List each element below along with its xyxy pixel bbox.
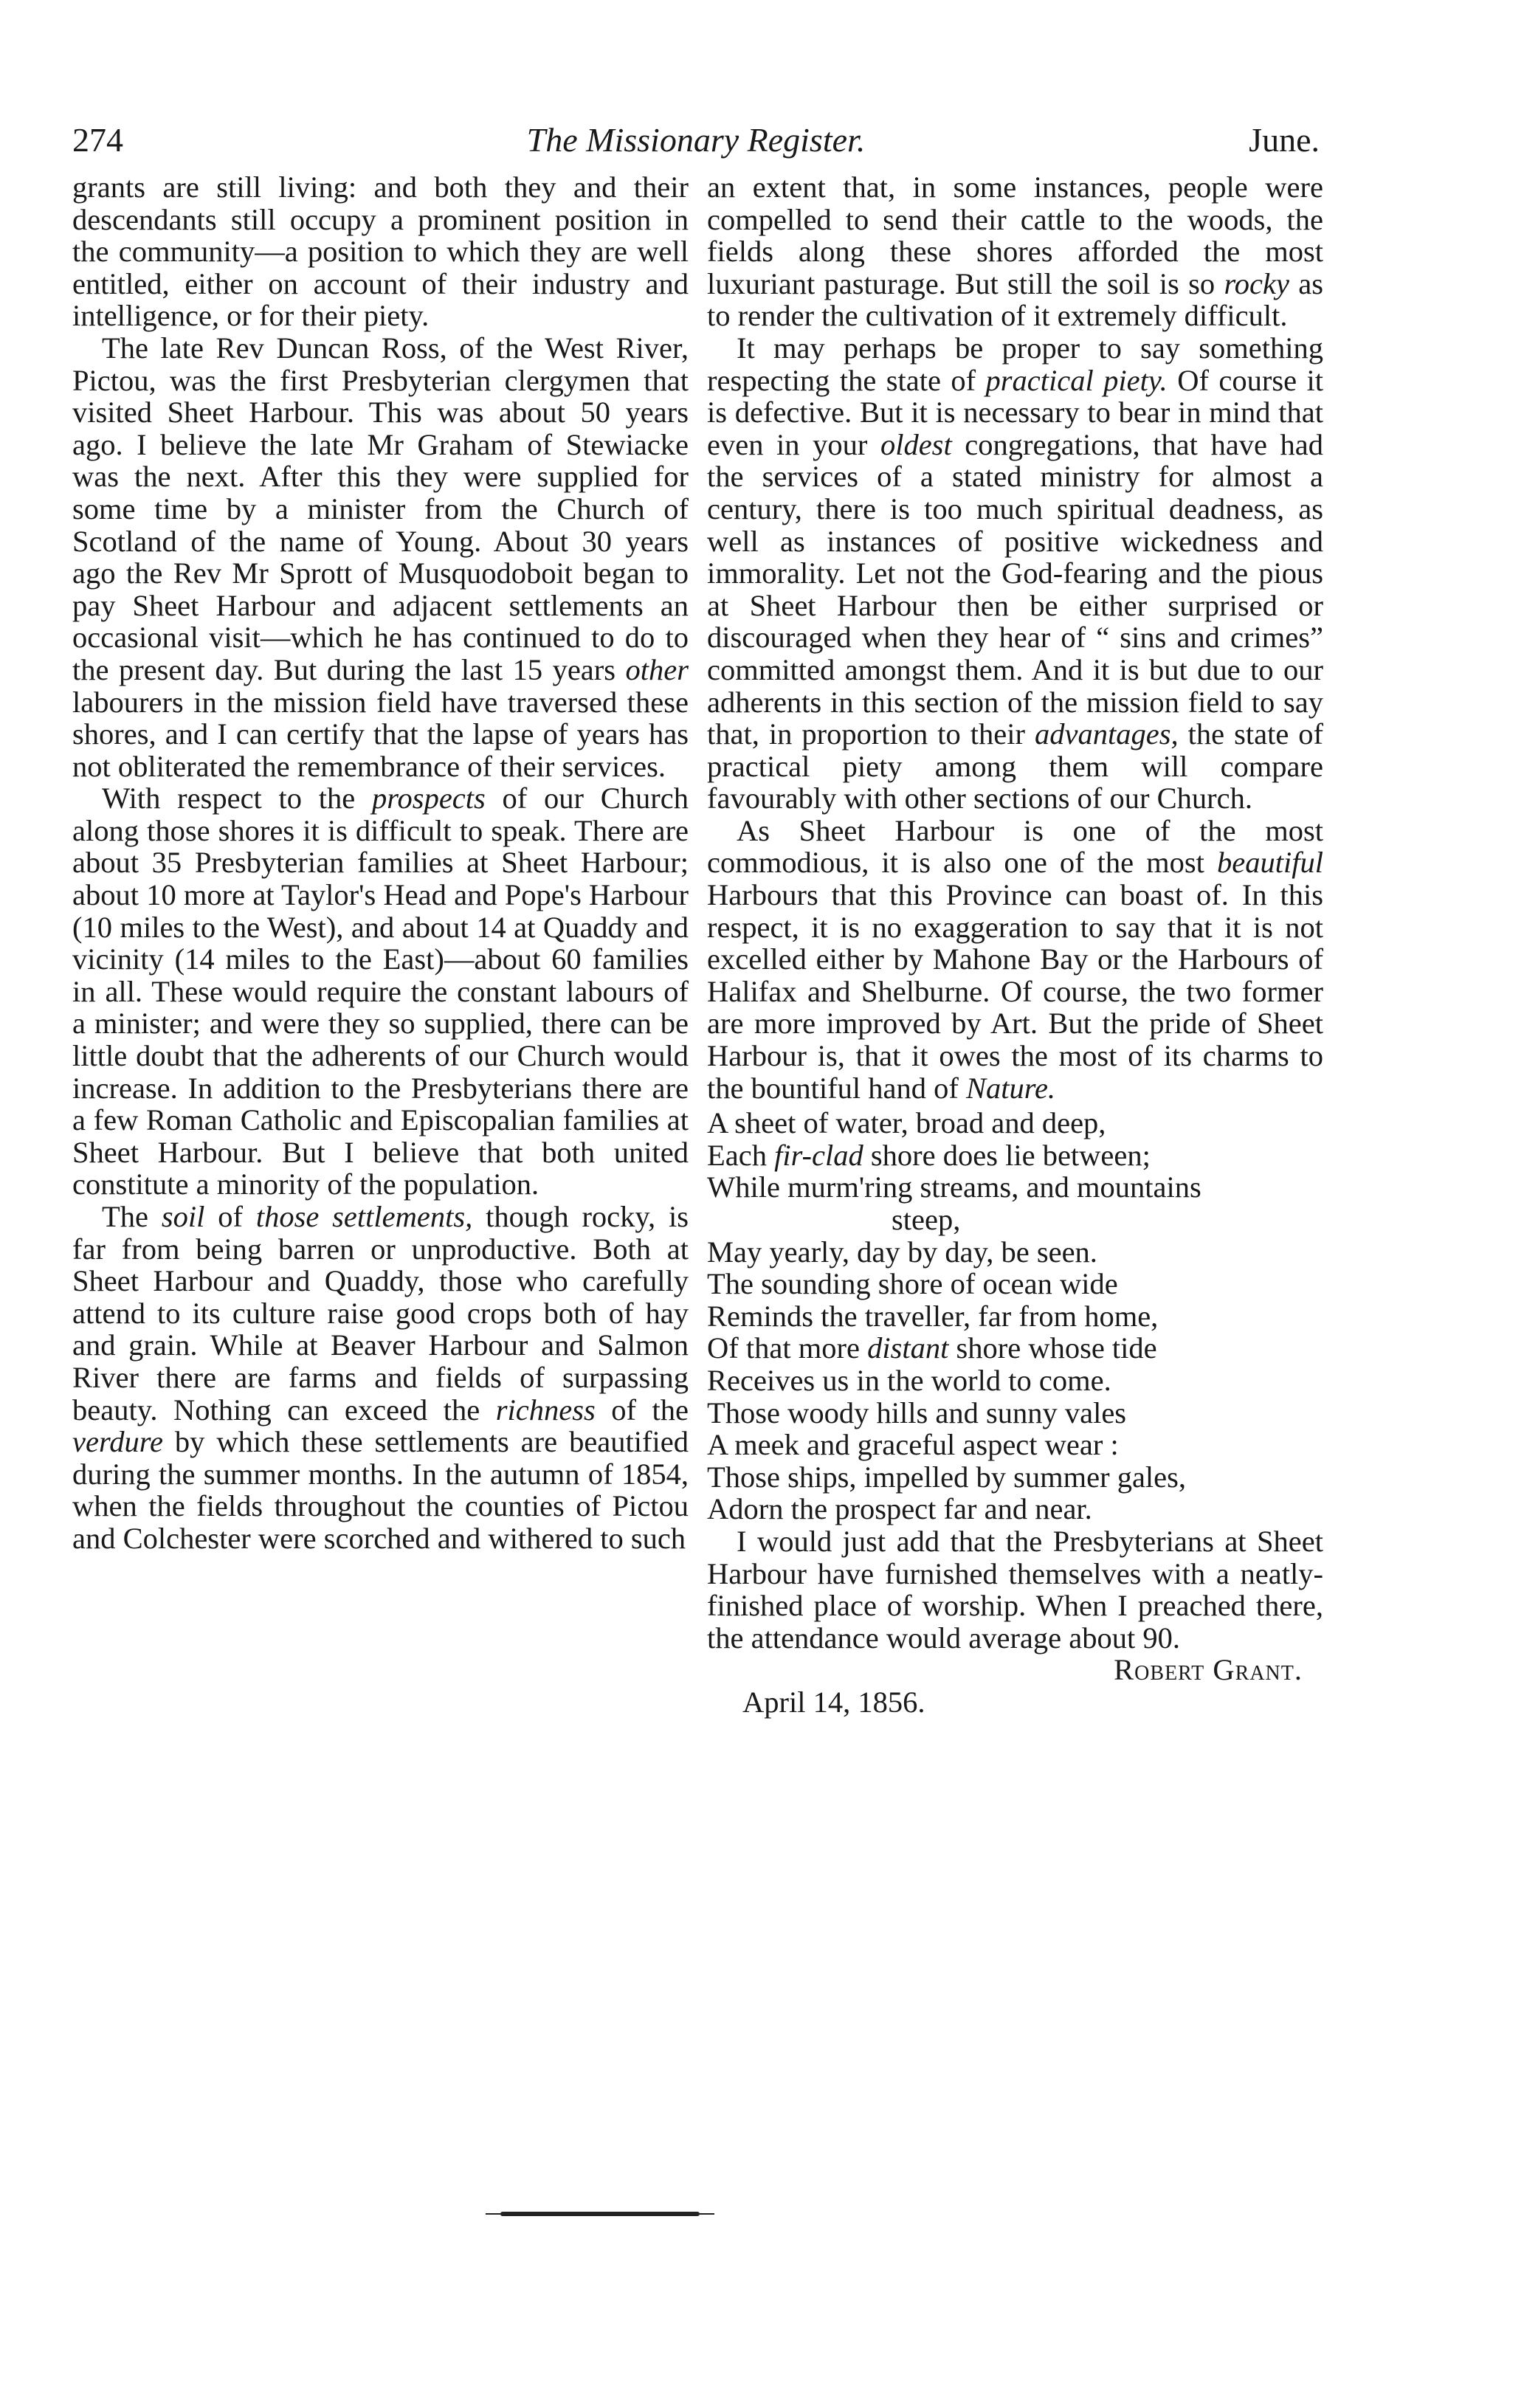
poem-line: steep,	[892, 1203, 961, 1236]
poem-line: A meek and graceful aspect wear :	[707, 1428, 1119, 1462]
poem-line: A sheet of water, broad and deep,	[707, 1106, 1106, 1140]
poem-line: The sounding shore of ocean wide	[707, 1267, 1118, 1301]
poem-line: Those woody hills and sunny vales	[707, 1396, 1127, 1429]
paragraph: an extent that, in some instances, people were compelled to send their cattle to the woods, the fields along these shores afforded the most luxuriant pasturage. But still the soil is so rocky as to render the cultivation of it extremely difficult.	[707, 170, 1324, 333]
poem-line: Each fir-clad shore does lie between;	[707, 1138, 1151, 1172]
poem-line: While murm'ring streams, and mountains	[707, 1170, 1201, 1204]
page-number: 274	[72, 121, 123, 159]
paragraph: The soil of those settlements, though rocky, is far from being barren or unproductive. Both at Sheet Harbour and Quaddy, those who carefully attend to its culture raise good crops both of hay and grain. While at Beaver Harbour and Salmon River there are farms and fields of surpassing beauty. Nothing can exceed the richness of the verdure by which these settlements are beautified during the summer months. In the autumn of 1854, when the fields throughout the counties of Pictou and Colchester were scorched and withered to such	[72, 1200, 689, 1555]
poem-line: Of that more distant shore whose tide	[707, 1331, 1157, 1365]
paragraph: As Sheet Harbour is one of the most commodious, it is also one of the most beautiful Harbours that this Province can boast of. In this respect, it is no exaggeration to say that it is not excelled either by Mahone Bay or the Harbours of Halifax and Shelburne. Of course, the two former are more improved by Art. But the pride of Sheet Harbour is, that it owes the most of its charms to the bountiful hand of Nature.	[707, 813, 1323, 1105]
journal-title: The Missionary Register.	[526, 121, 866, 159]
poem-line: Adorn the prospect far and near.	[707, 1492, 1092, 1526]
left-column	[72, 171, 689, 1555]
poem-line: Those ships, impelled by summer gales,	[707, 1460, 1187, 1494]
author-signature: Robert Grant.	[1114, 1653, 1303, 1687]
poem-line: May yearly, day by day, be seen.	[707, 1235, 1097, 1269]
paragraph: With respect to the prospects of our Church along those shores it is difficult to speak. There are about 35 Presbyterian families at Sheet Harbour; about 10 more at Taylor's Head and Pope's Harbour (10 miles to the West), and about 14 at Quaddy and vicinity (14 miles to the East)—about 60 families in all. These would require the constant labours of a minister; and were they so supplied, there can be little doubt that the adherents of our Church would increase. In addition to the Presbyterians there are a few Roman Catholic and Episcopalian families at Sheet Harbour. But I believe that both united constitute a minority of the population.	[72, 782, 689, 1201]
paragraph: The late Rev Duncan Ross, of the West River, Pictou, was the first Presbyterian clergymen that visited Sheet Harbour. This was about 50 years ago. I believe the late Mr Graham of Stewiacke was the next. After this they were supplied for some time by a minister from the Church of Scotland of the name of Young. About 30 years ago the Rev Mr Sprott of Musquodoboit began to pay Sheet Harbour and adjacent settlements an occasional visit—which he has continued to do to the present day. But during the last 15 years other labourers in the mission field have traversed these shores, and I can certify that the lapse of years has not obliterated the remembrance of their services.	[72, 331, 689, 783]
page-header	[72, 111, 1320, 170]
poem-line: Reminds the traveller, far from home,	[707, 1299, 1159, 1333]
letter-date: April 14, 1856.	[742, 1685, 925, 1719]
paragraph: grants are still living: and both they and their descendants still occupy a prominent position in the community—a position to which they are well entitled, either on account of their industry and intelligence, or for their piety.	[72, 170, 689, 333]
paragraph: It may perhaps be proper to say something respecting the state of practical piety. Of course it is defective. But it is necessary to bear in mind that even in your oldest congregations, that have had the services of a stated ministry for almost a century, there is too much spiritual deadness, as well as instances of positive wickedness and immorality. Let not the God-fearing and the pious at Sheet Harbour then be either surprised or discouraged when they hear of “ sins and crimes” committed amongst them. And it is but due to our adherents in this section of the mission field to say that, in proportion to their advantages, the state of practical piety among them will compare favourably with other sections of our Church.	[707, 331, 1324, 815]
issue-month: June.	[1249, 121, 1320, 159]
right-column	[707, 171, 1323, 1719]
paragraph: I would just add that the Presbyterians at Sheet Harbour have furnished themselves with a neatly-finished place of worship. When I preached there, the attendance would average about 90.	[707, 1524, 1323, 1655]
poem-line: Receives us in the world to come.	[707, 1363, 1111, 1397]
end-rule-thick	[500, 2212, 700, 2216]
poem	[707, 1107, 1323, 1525]
